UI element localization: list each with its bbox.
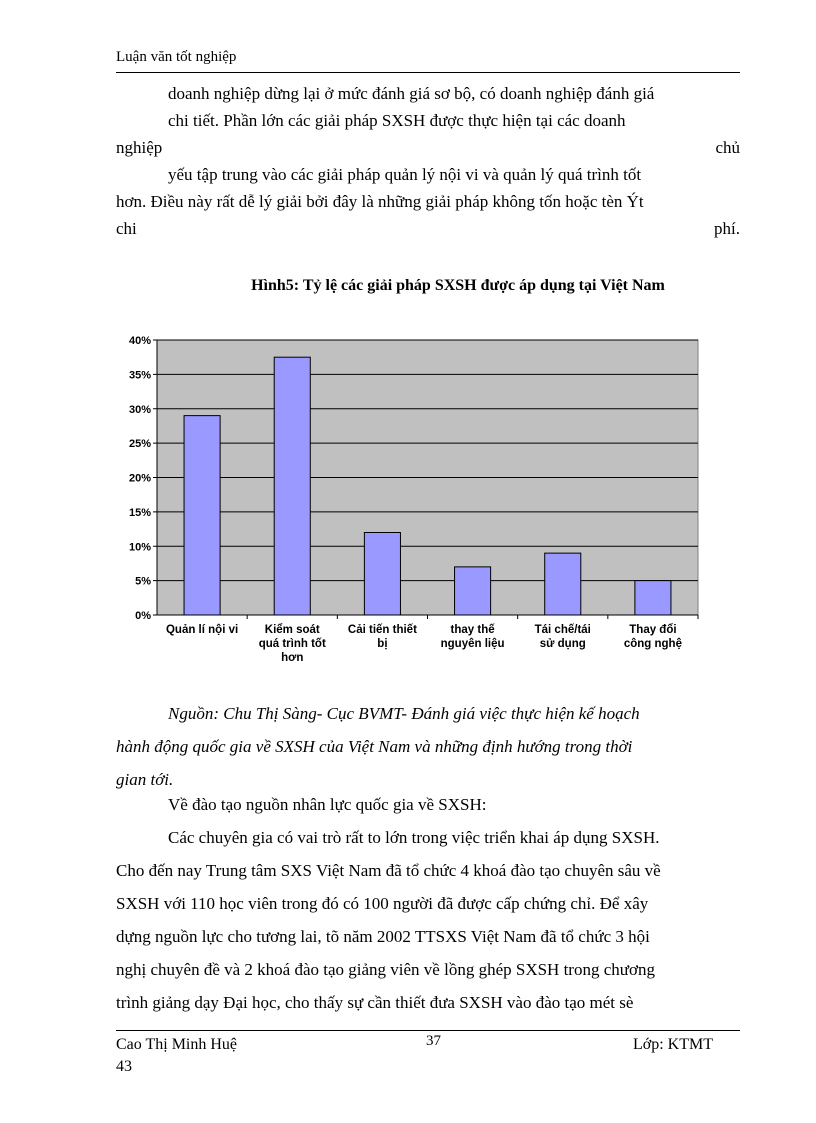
footer-extra-number: 43 [116, 1058, 132, 1075]
x-category-label: Kiểm soát [264, 624, 320, 636]
section-heading: Về đào tạo nguồn nhân lực quốc gia về SXSH: [168, 795, 487, 814]
bar [274, 357, 310, 615]
bar [364, 533, 400, 616]
bar [545, 553, 581, 615]
x-category-label: bị [377, 638, 388, 650]
intro-paragraph [116, 80, 740, 242]
bar [184, 416, 220, 615]
running-header: Luận văn tốt nghiệp [116, 49, 237, 65]
x-category-label: nguyên liệu [440, 638, 505, 650]
body-line-3: SXSH với 110 học viên trong đó có 100 người đã được cấp chứng chỉ. Để xây [116, 894, 649, 913]
body-line-1: Các chuyên gia có vai trò rất to lớn trong việc triển khai áp dụng SXSH. [168, 828, 660, 847]
intro-line-3: nghiệp chủ [116, 138, 740, 157]
y-tick-label: 15% [128, 506, 151, 519]
figure-source-caption [116, 697, 740, 796]
body-line-2: Cho đến nay Trung tâm SXS Việt Nam đã tổ chức 4 khoá đào tạo chuyên sâu về [116, 861, 661, 880]
intro-line-4: yếu tập trung vào các giải pháp quản lý nội vi và quản lý quá trình tốt [168, 165, 642, 184]
caption-line-1: Nguồn: Chu Thị Sàng- Cục BVMT- Đánh giá việc thực hiện kế hoạch [168, 704, 640, 723]
footer-author: Cao Thị Minh Huệ [116, 1036, 238, 1053]
figure-title: Hình5: Tỷ lệ các giải pháp SXSH được áp dụng tại Việt Nam [251, 277, 665, 294]
intro-line-5: hơn. Điều này rất dễ lý giải bởi đây là những giải pháp không tốn hoặc tèn Ýt [116, 192, 644, 211]
y-tick-label: 10% [128, 541, 151, 554]
y-tick-label: 35% [128, 369, 151, 382]
intro-line-6: chi phí. [116, 219, 740, 238]
bar [455, 567, 491, 615]
bar [635, 581, 671, 615]
x-category-label: hơn [281, 652, 304, 664]
caption-line-3: gian tới. [116, 770, 174, 789]
body-line-5: nghị chuyên đề và 2 khoá đào tạo giảng viên về lồng ghép SXSH trong chương [116, 960, 655, 979]
footer-page-number: 37 [426, 1033, 441, 1049]
body-line-4: dựng nguồn lực cho tương lai, tõ năm 2002 TTSXS Việt Nam đã tổ chức 3 hội [116, 927, 650, 946]
bar-chart [110, 325, 710, 685]
body-line-6: trình giảng dạy Đại học, cho thấy sự cần thiết đưa SXSH vào đào tạo mét sè [116, 993, 634, 1012]
y-tick-label: 20% [128, 472, 151, 485]
y-tick-label: 5% [135, 575, 151, 588]
footer-class: Lớp: KTMT [633, 1036, 714, 1053]
x-category-label: quá trình tốt [258, 638, 326, 650]
x-category-label: thay thế [450, 624, 495, 636]
x-category-label: Thay đổi [629, 624, 677, 636]
x-category-label: Cải tiến thiết [347, 624, 417, 636]
x-category-label: Quản lí nội vi [165, 624, 239, 636]
intro-line-2: chi tiết. Phần lớn các giải pháp SXSH được thực hiện tại các doanh [168, 111, 626, 130]
y-tick-label: 0% [135, 610, 151, 622]
intro-line-1: doanh nghiệp dừng lại ở mức đánh giá sơ bộ, có doanh nghiệp đánh giá [168, 84, 655, 103]
footer-rule [116, 1030, 740, 1031]
caption-line-2: hành động quốc gia về SXSH của Việt Nam và những định hướng trong thời [116, 737, 633, 756]
y-tick-label: 30% [128, 403, 151, 416]
y-tick-label: 40% [128, 335, 151, 347]
header-rule [116, 72, 740, 73]
x-category-label: sử dụng [539, 638, 586, 650]
y-tick-label: 25% [128, 438, 151, 451]
x-category-label: Tái chế/tái [534, 624, 591, 636]
x-category-label: công nghệ [623, 638, 682, 650]
